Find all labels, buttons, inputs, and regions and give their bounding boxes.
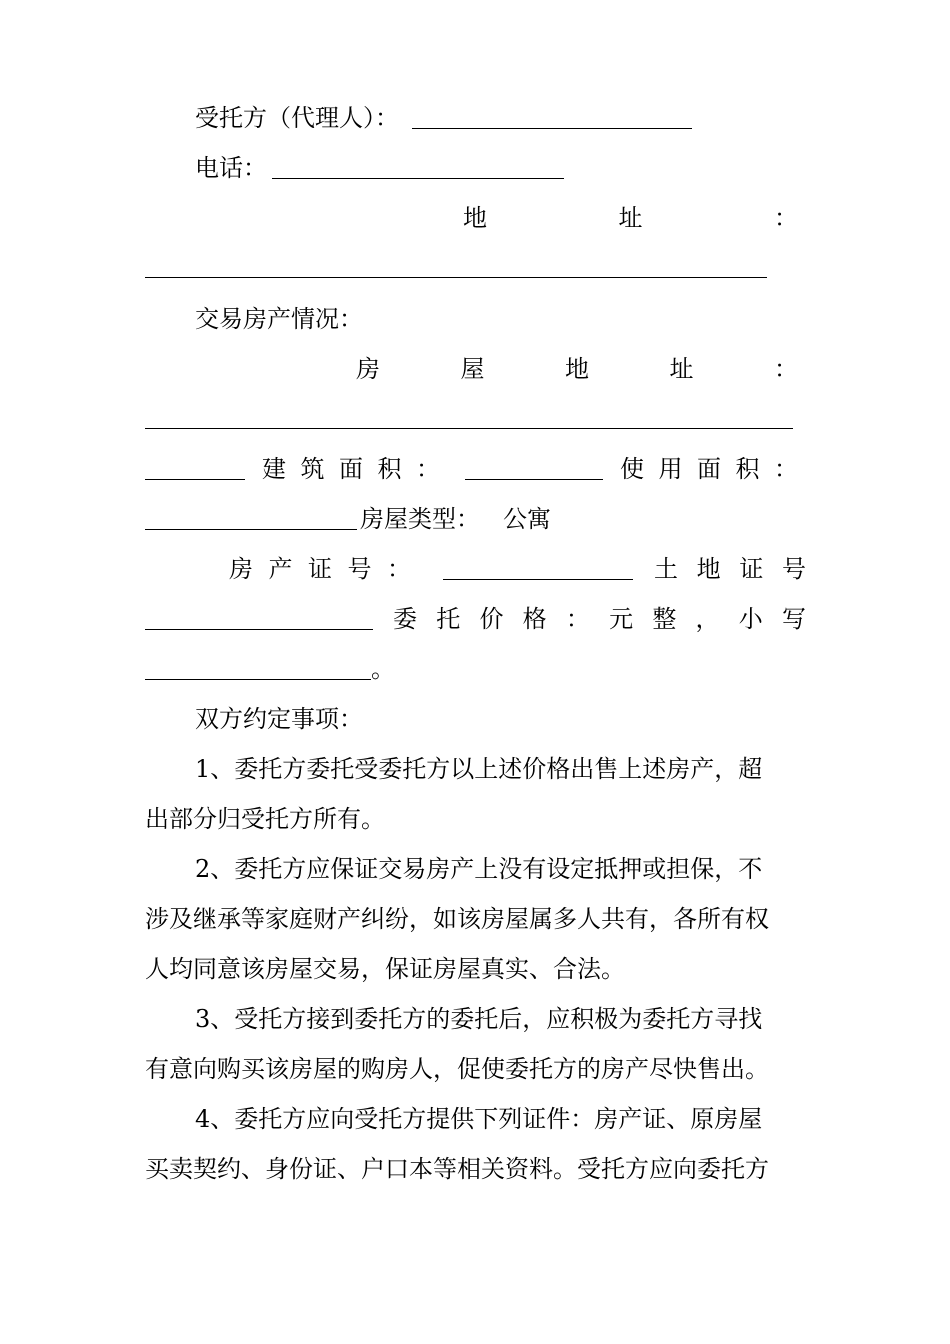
use-area-char: 面 — [697, 455, 721, 483]
cert-char: ： — [387, 555, 411, 583]
price-small-blank — [145, 679, 371, 680]
price-char: 小 — [738, 605, 763, 633]
house-address-char: 房 — [356, 355, 380, 383]
land-cert-label — [654, 552, 806, 586]
price-char: 托 — [436, 605, 461, 633]
cert-char: 证 — [308, 555, 332, 583]
price-char: 格 — [522, 605, 547, 633]
use-area-char: 使 — [620, 455, 644, 483]
price-char: ， — [695, 605, 720, 633]
price-char: ： — [565, 605, 590, 633]
house-type-value: 公寓 — [503, 505, 551, 533]
agreement-item-2-line-3: 人均同意该房屋交易，保证房屋真实、合法。 — [145, 955, 625, 983]
agreement-item-2-line-1: 2、委托方应保证交易房产上没有设定抵押或担保，不 — [195, 855, 763, 883]
house-address-label — [356, 352, 798, 386]
address-label — [463, 201, 798, 235]
price-char: 元 — [609, 605, 634, 633]
house-address-char: 地 — [565, 355, 589, 383]
agreement-heading: 双方约定事项： — [195, 705, 363, 733]
house-address-char: 址 — [669, 355, 694, 383]
cert-char: 房 — [229, 555, 253, 583]
use-area-char: 积 — [735, 455, 760, 483]
phone-label: 电话： — [195, 154, 267, 182]
address-char: ： — [774, 204, 798, 232]
price-char: 价 — [479, 605, 504, 633]
agreement-item-1-line-2: 出部分归受托方所有。 — [145, 805, 385, 833]
cert-char: 号 — [347, 555, 372, 583]
agreement-item-1-line-1: 1、委托方委托受委托方以上述价格出售上述房产，超 — [195, 755, 763, 783]
price-char: 写 — [781, 605, 806, 633]
cert-char: 产 — [268, 555, 293, 583]
use-area-blank — [145, 529, 357, 530]
property-heading: 交易房产情况： — [195, 305, 363, 333]
use-area-label — [620, 452, 798, 486]
price-period: 。 — [371, 655, 395, 683]
house-type-label: 房屋类型： — [360, 505, 480, 533]
land-cert-char: 证 — [739, 555, 764, 583]
land-cert-char: 号 — [781, 555, 806, 583]
build-area-char: 筑 — [300, 455, 325, 483]
address-char: 地 — [463, 204, 487, 232]
agreement-item-3-line-1: 3、受托方接到委托方的委托后，应积极为委托方寻找 — [195, 1005, 763, 1033]
use-area-char: ： — [774, 455, 798, 483]
agreement-item-4-line-2: 买卖契约、身份证、户口本等相关资料。受托方应向委托方 — [145, 1155, 769, 1183]
house-address-char: 屋 — [460, 355, 485, 383]
price-label — [393, 602, 806, 636]
agreement-item-4-line-1: 4、委托方应向受托方提供下列证件：房产证、原房屋 — [195, 1105, 763, 1133]
phone-blank — [272, 178, 564, 179]
land-cert-char: 地 — [696, 555, 721, 583]
build-area-label — [262, 452, 440, 486]
build-area-char: ： — [416, 455, 440, 483]
build-area-char: 建 — [262, 455, 286, 483]
address-char: 址 — [618, 204, 643, 232]
cert-label — [229, 552, 411, 586]
pre-build-area-blank — [145, 479, 245, 480]
price-char: 整 — [652, 605, 677, 633]
address-blank — [145, 277, 767, 278]
land-cert-char: 土 — [654, 555, 678, 583]
build-area-blank — [465, 479, 603, 480]
use-area-char: 用 — [658, 455, 683, 483]
build-area-char: 积 — [377, 455, 402, 483]
house-address-blank — [145, 428, 793, 429]
agent-blank — [412, 128, 692, 129]
land-cert-blank — [145, 629, 373, 630]
agent-label: 受托方（代理人）： — [195, 104, 399, 132]
agreement-item-3-line-2: 有意向购买该房屋的购房人，促使委托方的房产尽快售出。 — [145, 1055, 769, 1083]
cert-blank — [443, 579, 633, 580]
price-char: 委 — [393, 605, 417, 633]
house-address-char: ： — [774, 355, 798, 383]
build-area-char: 面 — [339, 455, 363, 483]
agreement-item-2-line-2: 涉及继承等家庭财产纠纷，如该房屋属多人共有，各所有权 — [145, 905, 769, 933]
